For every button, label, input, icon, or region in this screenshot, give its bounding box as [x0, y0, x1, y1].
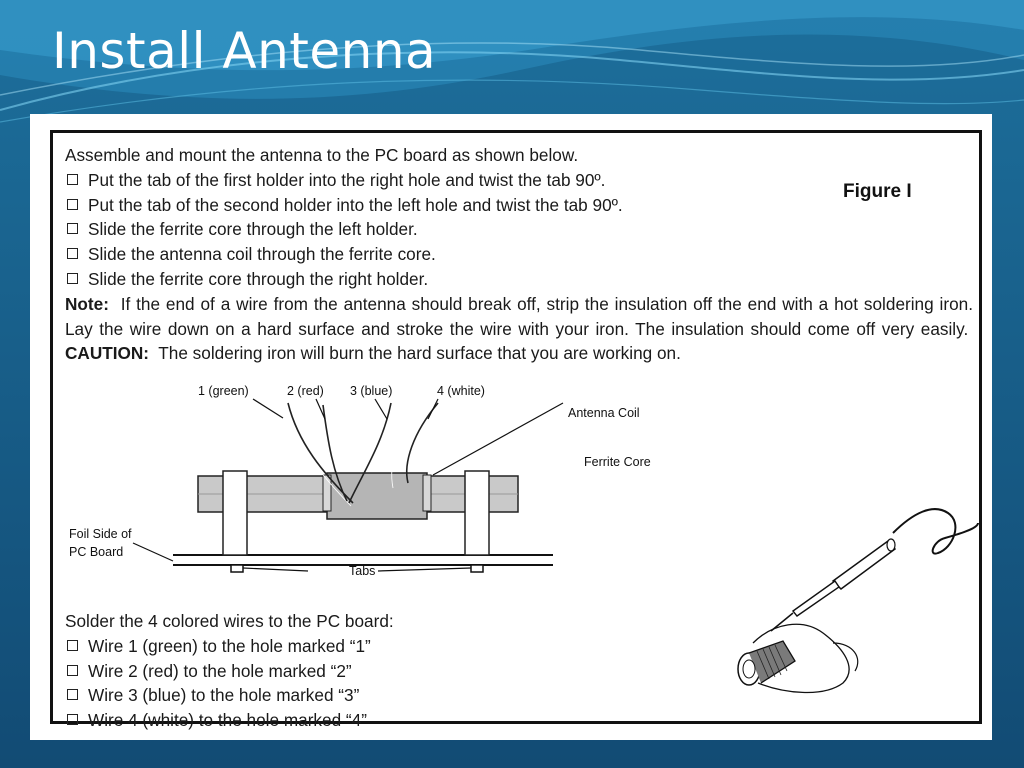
caution-label: CAUTION:: [65, 343, 150, 364]
checkbox-icon: [67, 199, 78, 210]
figure-label: Figure I: [843, 181, 912, 202]
foil-side-label-1: Foil Side of: [69, 527, 132, 541]
solder-instructions: [65, 609, 665, 733]
holder-right: [465, 471, 489, 555]
note-paragraph: [65, 292, 973, 366]
note-label: Note:: [65, 293, 109, 314]
checkbox-icon: [67, 689, 78, 700]
checkbox-icon: [67, 640, 78, 651]
instructions-block: [65, 143, 973, 366]
ferrite-core-label: Ferrite Core: [584, 455, 651, 469]
caution-text: The soldering iron will burn the hard surface that you are working on.: [158, 343, 681, 364]
checkbox-icon: [67, 248, 78, 259]
antenna-coil-label: Antenna Coil: [568, 406, 640, 420]
instruction-step: Put the tab of the first holder into the right hole and twist the tab 90º.: [65, 168, 973, 193]
figure-frame: [50, 130, 982, 731]
wire-label-green: 1 (green): [198, 384, 249, 398]
checkbox-icon: [67, 223, 78, 234]
content-panel: [30, 114, 992, 740]
instruction-step: Slide the ferrite core through the left holder.: [65, 217, 973, 242]
tab-right: [471, 565, 483, 572]
note-text: If the end of a wire from the antenna should break off, strip the insulation off the end with a hot soldering iron. Lay the wire down on a hard surface and stroke the wire with your iron. The insulation should come off very easily.: [65, 293, 973, 339]
soldering-iron-illustration: [683, 493, 983, 713]
solder-step: Wire 2 (red) to the hole marked “2”: [65, 659, 665, 684]
foil-side-label-2: PC Board: [69, 545, 124, 559]
checkbox-icon: [67, 665, 78, 676]
slide-title: Install Antenna: [52, 22, 437, 80]
wire-label-red: 2 (red): [287, 384, 324, 398]
solder-step: Wire 1 (green) to the hole marked “1”: [65, 634, 665, 659]
instructions-intro: Assemble and mount the antenna to the PC board as shown below.: [65, 145, 579, 165]
wire-label-blue: 3 (blue): [350, 384, 393, 398]
checkbox-icon: [67, 174, 78, 185]
instruction-step: Put the tab of the second holder into the left hole and twist the tab 90º.: [65, 193, 973, 218]
checkbox-icon: [67, 714, 78, 725]
tab-left: [231, 565, 243, 572]
holder-left: [223, 471, 247, 555]
tabs-label: Tabs: [349, 564, 376, 578]
instruction-step: Slide the ferrite core through the right holder.: [65, 267, 973, 292]
wire-label-white: 4 (white): [437, 384, 485, 398]
instruction-step: Slide the antenna coil through the ferrite core.: [65, 242, 973, 267]
solder-step: Wire 4 (white) to the hole marked “4”: [65, 708, 665, 733]
checkbox-icon: [67, 273, 78, 284]
solder-step: Wire 3 (blue) to the hole marked “3”: [65, 683, 665, 708]
solder-intro: Solder the 4 colored wires to the PC board:: [65, 611, 394, 631]
